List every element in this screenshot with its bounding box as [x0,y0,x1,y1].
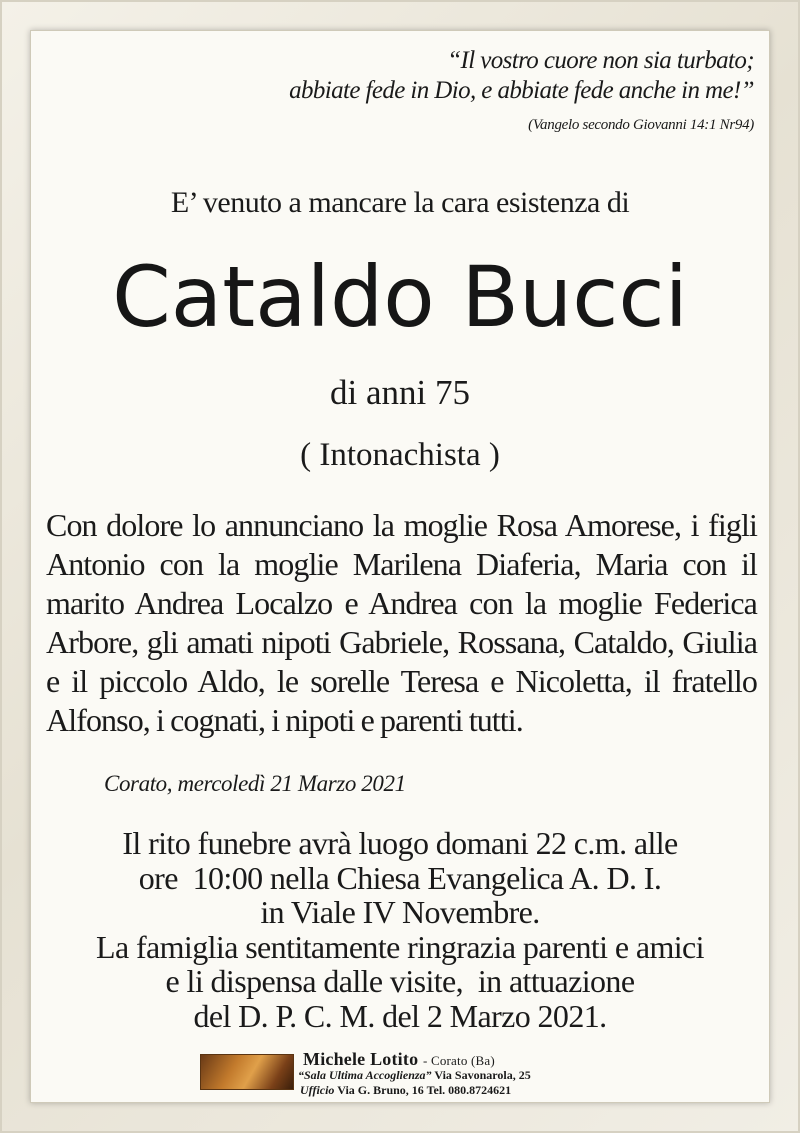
agency-hall: “Sala Ultima Accoglienza” [298,1068,432,1082]
dateline: Corato, mercoledì 21 Marzo 2021 [104,771,406,796]
agency-hall-address: Via Savonarola, 25 [434,1068,531,1082]
agency-name: Michele Lotito [303,1049,419,1069]
funeral-line-3: in Viale IV Novembre. [260,894,540,930]
announcement-paragraph: Con dolore lo annunciano la moglie Rosa Amorese, i figli Antonio con la moglie Marilena Diaferia, Maria con il marito Andrea Localzo e Andrea con la moglie Federica Arbore, gli amati nipoti Gabriele, Rossana, Cataldo, Giulia e il piccolo Aldo, le sorelle Teresa e Nicoletta, il fratello Alfonso, i cognati, i nipoti e parenti tutti. [46,507,757,738]
quote-reference: (Vangelo secondo Giovanni 14:1 Nr94) [528,117,754,133]
agency-hall-line [298,1068,531,1083]
deceased-name: Cataldo Bucci [112,248,688,346]
agency-office-address: Via G. Bruno, 16 [337,1083,424,1097]
funeral-line-4: La famiglia sentitamente ringrazia parenti e amici [96,928,704,965]
agency-phone: Tel. 080.8724621 [426,1083,512,1097]
agency-office-line [300,1083,511,1098]
agency-location: - Corato (Ba) [422,1053,495,1068]
profession-text: ( Intonachista ) [300,437,500,473]
quote-line-2: abbiate fede in Dio, e abbiate fede anche in me!” [289,77,754,104]
funeral-line-1: Il rito funebre avrà luogo domani 22 c.m. alle [122,825,678,861]
agency-office-label: Ufficio [300,1083,335,1097]
agency-logo-image [200,1054,294,1090]
funeral-line-2: ore 10:00 nella Chiesa Evangelica A. D. I. [138,859,662,896]
intro-text: E’ venuto a mancare la cara esistenza di [170,186,630,219]
funeral-line-6: del D. P. C. M. del 2 Marzo 2021. [193,997,607,1034]
funeral-line-5: e li dispensa dalle visite, in attuazione [165,963,635,999]
agency-name-line [303,1049,495,1070]
funeral-details [0,826,800,1033]
quote-line-1: “Il vostro cuore non sia turbato; [447,47,754,74]
bible-quote [289,46,754,106]
age-text: di anni 75 [330,373,470,412]
